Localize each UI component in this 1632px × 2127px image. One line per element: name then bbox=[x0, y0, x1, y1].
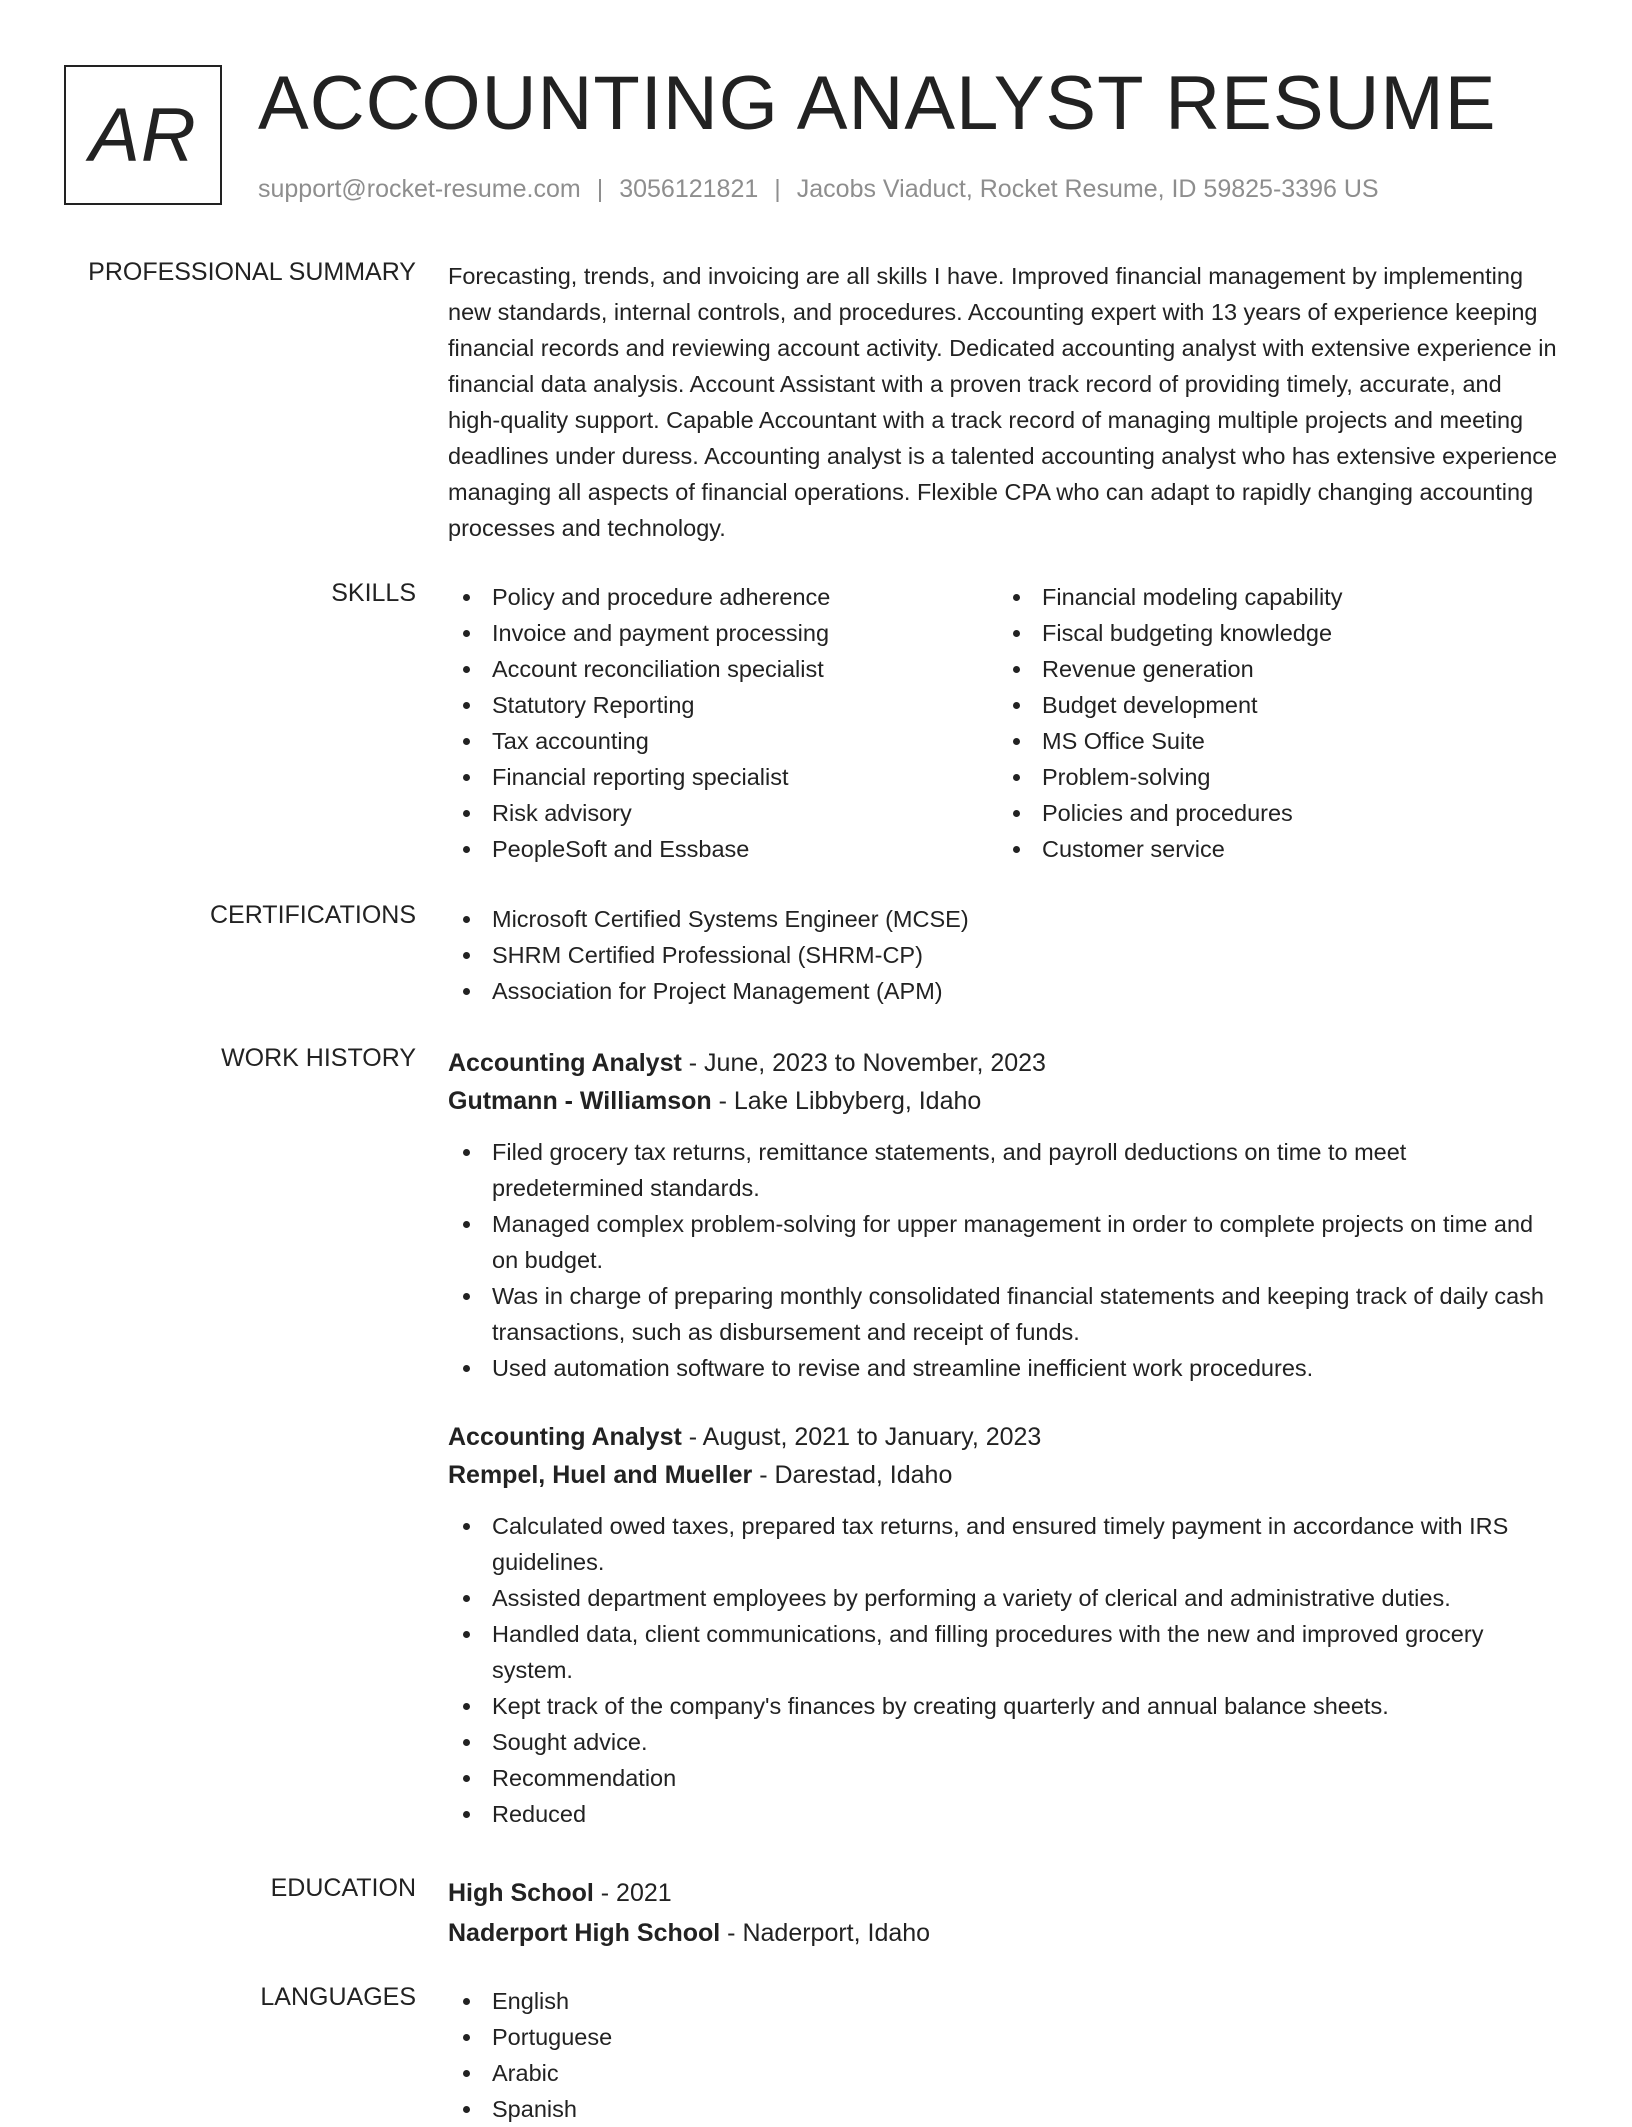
list-item: Spanish bbox=[448, 2091, 1558, 2127]
contact-separator: | bbox=[596, 175, 604, 203]
list-item: Financial reporting specialist bbox=[448, 759, 998, 795]
job-location: - Darestad, Idaho bbox=[752, 1461, 953, 1489]
list-item: Arabic bbox=[448, 2055, 1558, 2091]
list-item: Tax accounting bbox=[448, 723, 998, 759]
resume-title: ACCOUNTING ANALYST RESUME bbox=[258, 61, 1497, 146]
list-item: English bbox=[448, 1983, 1558, 2019]
contact-address: Jacobs Viaduct, Rocket Resume, ID 59825-3396 US bbox=[796, 175, 1379, 203]
list-item: Budget development bbox=[998, 687, 1548, 723]
skills-list-right bbox=[998, 579, 1548, 867]
job-title-line bbox=[448, 1044, 1558, 1082]
monogram-box: AR bbox=[64, 65, 222, 205]
job-location: - Lake Libbyberg, Idaho bbox=[711, 1087, 982, 1115]
job-entry bbox=[448, 1418, 1558, 1832]
education-degree: High School bbox=[448, 1879, 594, 1907]
list-item: Recommendation bbox=[448, 1760, 1558, 1796]
list-item: Portuguese bbox=[448, 2019, 1558, 2055]
list-item: Filed grocery tax returns, remittance statements, and payroll deductions on time to meet predetermined standards. bbox=[448, 1134, 1558, 1206]
list-item: Policy and procedure adherence bbox=[448, 579, 998, 615]
list-item: Statutory Reporting bbox=[448, 687, 998, 723]
job-dates: - August, 2021 to January, 2023 bbox=[681, 1423, 1042, 1451]
job-entry bbox=[448, 1044, 1558, 1386]
job-bullets bbox=[448, 1508, 1558, 1832]
contact-line bbox=[258, 175, 1379, 204]
summary-text: Forecasting, trends, and invoicing are all skills I have. Improved financial management by implementing new standards, internal controls, and procedures. Accounting expert with 13 years of experience keeping financial records and reviewing account activity. Dedicated accounting analyst with extensive experience in financial data analysis. Account Assistant with a proven track record of providing timely, accurate, and high-quality support. Capable Accountant with a track record of managing multiple projects and meeting deadlines under duress. Accounting analyst is a talented accounting analyst who has extensive experience managing all aspects of financial operations. Flexible CPA who can adapt to rapidly changing accounting processes and technology. bbox=[448, 263, 1558, 541]
education-school: Naderport High School bbox=[448, 1919, 721, 1947]
list-item: Customer service bbox=[998, 831, 1548, 867]
contact-phone: 3056121821 bbox=[619, 175, 759, 203]
list-item: Calculated owed taxes, prepared tax returns, and ensured timely payment in accordance with IRS guidelines. bbox=[448, 1508, 1558, 1580]
education-degree-line bbox=[448, 1874, 1558, 1912]
section-label: WORK HISTORY bbox=[221, 1044, 416, 1072]
list-item: Problem-solving bbox=[998, 759, 1548, 795]
job-title: Accounting Analyst bbox=[448, 1423, 682, 1451]
list-item: Kept track of the company's finances by creating quarterly and annual balance sheets. bbox=[448, 1688, 1558, 1724]
list-item: Policies and procedures bbox=[998, 795, 1548, 831]
job-bullets bbox=[448, 1134, 1558, 1386]
list-item: Managed complex problem-solving for upper management in order to complete projects on time and on budget. bbox=[448, 1206, 1558, 1278]
list-item: Revenue generation bbox=[998, 651, 1548, 687]
certifications-list bbox=[448, 901, 1558, 1009]
list-item: SHRM Certified Professional (SHRM-CP) bbox=[448, 937, 1558, 973]
list-item: Assisted department employees by performing a variety of clerical and administrative duties. bbox=[448, 1580, 1558, 1616]
section-label: EDUCATION bbox=[270, 1874, 416, 1902]
list-item: Risk advisory bbox=[448, 795, 998, 831]
job-title: Accounting Analyst bbox=[448, 1049, 682, 1077]
section-label: SKILLS bbox=[331, 579, 416, 607]
list-item: Used automation software to revise and streamline inefficient work procedures. bbox=[448, 1350, 1558, 1386]
contact-email: support@rocket-resume.com bbox=[258, 175, 581, 203]
education-year: - 2021 bbox=[593, 1879, 672, 1907]
list-item: Invoice and payment processing bbox=[448, 615, 998, 651]
list-item: MS Office Suite bbox=[998, 723, 1548, 759]
list-item: Sought advice. bbox=[448, 1724, 1558, 1760]
languages-list bbox=[448, 1983, 1558, 2127]
list-item: PeopleSoft and Essbase bbox=[448, 831, 998, 867]
job-title-line bbox=[448, 1418, 1558, 1456]
job-company-line bbox=[448, 1456, 1558, 1494]
section-label: PROFESSIONAL SUMMARY bbox=[88, 258, 416, 286]
resume-header bbox=[64, 61, 1584, 215]
education-school-line bbox=[448, 1914, 1558, 1952]
education-location: - Naderport, Idaho bbox=[720, 1919, 931, 1947]
list-item: Financial modeling capability bbox=[998, 579, 1548, 615]
list-item: Fiscal budgeting knowledge bbox=[998, 615, 1548, 651]
contact-separator: | bbox=[774, 175, 781, 203]
job-company: Rempel, Huel and Mueller bbox=[448, 1461, 753, 1489]
list-item: Association for Project Management (APM) bbox=[448, 973, 1558, 1009]
list-item: Microsoft Certified Systems Engineer (MCSE) bbox=[448, 901, 1558, 937]
job-company: Gutmann - Williamson bbox=[448, 1087, 712, 1115]
section-label: CERTIFICATIONS bbox=[209, 901, 416, 929]
job-dates: - June, 2023 to November, 2023 bbox=[681, 1049, 1046, 1077]
section-label: LANGUAGES bbox=[260, 1983, 416, 2011]
skills-list-left bbox=[448, 579, 998, 867]
list-item: Reduced bbox=[448, 1796, 1558, 1832]
list-item: Handled data, client communications, and filling procedures with the new and improved grocery system. bbox=[448, 1616, 1558, 1688]
list-item: Was in charge of preparing monthly consolidated financial statements and keeping track of daily cash transactions, such as disbursement and receipt of funds. bbox=[448, 1278, 1558, 1350]
list-item: Account reconciliation specialist bbox=[448, 651, 998, 687]
job-company-line bbox=[448, 1082, 1558, 1120]
